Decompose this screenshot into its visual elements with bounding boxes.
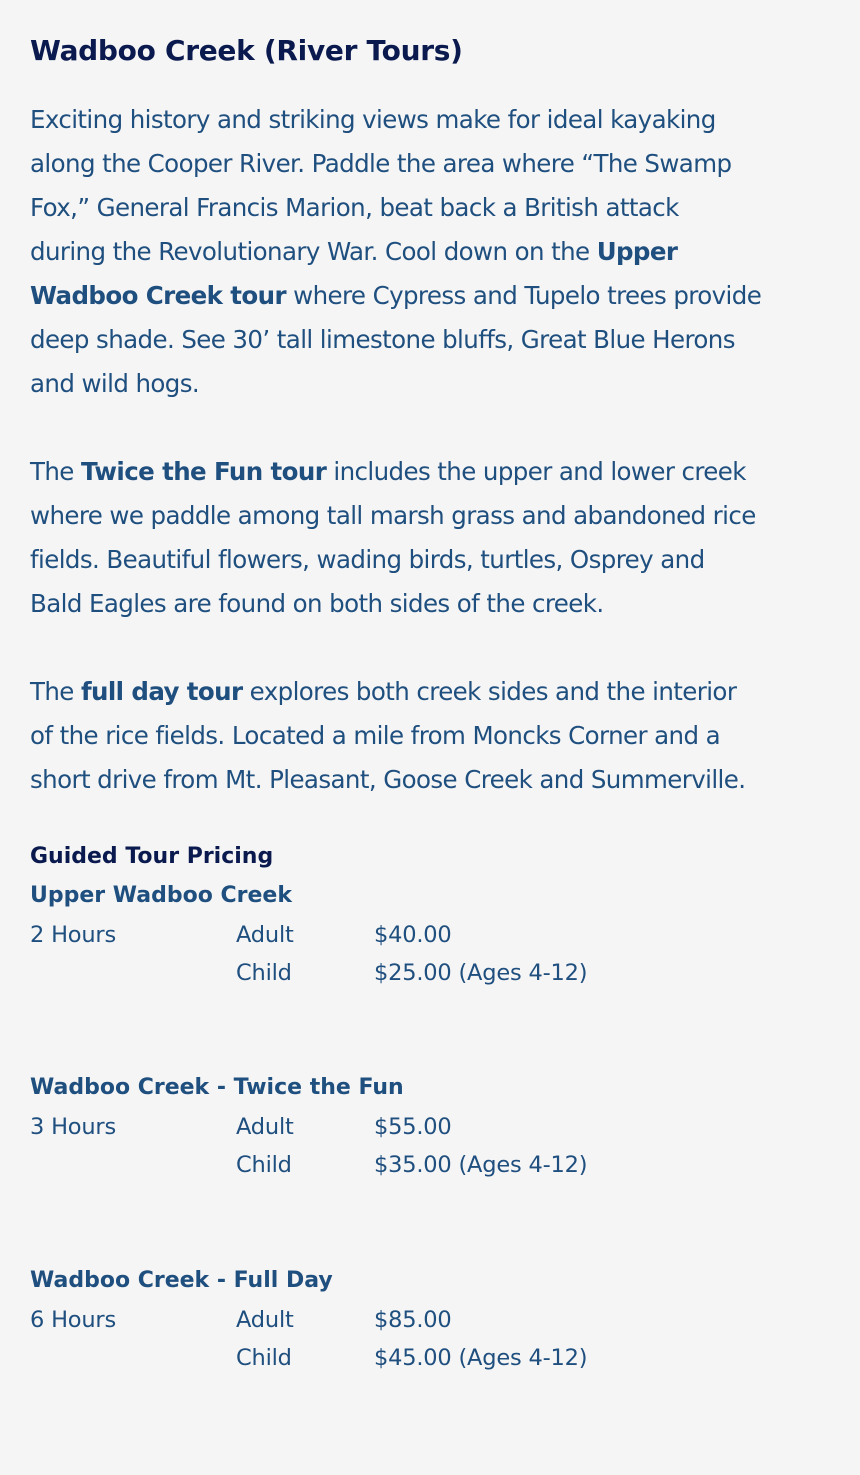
twice-the-fun-paragraph bbox=[30, 450, 840, 626]
paragraph-line bbox=[30, 494, 840, 538]
bold-text: Upper bbox=[596, 237, 678, 266]
adult-price: $85.00 bbox=[374, 1307, 452, 1333]
adult-label: Adult bbox=[236, 1307, 294, 1333]
adult-label: Adult bbox=[236, 922, 294, 948]
text-run: The bbox=[30, 457, 81, 486]
bold-text: Wadboo Creek tour bbox=[30, 281, 286, 310]
text-run: Exciting history and striking views make for ideal kayaking bbox=[30, 105, 716, 134]
child-price: $35.00 (Ages 4-12) bbox=[374, 1152, 588, 1178]
bold-text: Twice the Fun tour bbox=[80, 457, 327, 486]
text-run: deep shade. See 30’ tall limestone bluffs, Great Blue Herons bbox=[30, 325, 735, 354]
text-run: along the Cooper River. Paddle the area where “The Swamp bbox=[30, 149, 732, 178]
adult-price: $55.00 bbox=[374, 1114, 452, 1140]
tour-name: Upper Wadboo Creek bbox=[30, 883, 292, 908]
tour-duration: 2 Hours bbox=[30, 922, 116, 948]
paragraph-line bbox=[30, 98, 840, 142]
text-run: short drive from Mt. Pleasant, Goose Creek and Summerville. bbox=[30, 765, 746, 794]
adult-price: $40.00 bbox=[374, 922, 452, 948]
paragraph-line bbox=[30, 318, 840, 362]
text-run: includes the upper and lower creek bbox=[326, 457, 746, 486]
paragraph-line bbox=[30, 186, 840, 230]
paragraph-line bbox=[30, 142, 840, 186]
paragraph-line bbox=[30, 582, 840, 626]
child-price: $25.00 (Ages 4-12) bbox=[374, 960, 588, 986]
paragraph-line bbox=[30, 538, 840, 582]
full-day-paragraph bbox=[30, 670, 840, 802]
text-run: Bald Eagles are found on both sides of the creek. bbox=[30, 589, 604, 618]
text-run: Fox,” General Francis Marion, beat back a British attack bbox=[30, 193, 679, 222]
tour-duration: 3 Hours bbox=[30, 1114, 116, 1140]
page-title: Wadboo Creek (River Tours) bbox=[30, 34, 463, 67]
text-run: The bbox=[30, 677, 81, 706]
text-run: of the rice fields. Located a mile from Moncks Corner and a bbox=[30, 721, 721, 750]
paragraph-line bbox=[30, 450, 840, 494]
child-label: Child bbox=[236, 960, 292, 986]
paragraph-line bbox=[30, 670, 840, 714]
text-run: explores both creek sides and the interior bbox=[242, 677, 737, 706]
child-label: Child bbox=[236, 1345, 292, 1371]
text-run: during the Revolutionary War. Cool down on the bbox=[30, 237, 597, 266]
intro-paragraph bbox=[30, 98, 840, 406]
tour-name: Wadboo Creek - Twice the Fun bbox=[30, 1075, 404, 1100]
paragraph-line bbox=[30, 758, 840, 802]
paragraph-line bbox=[30, 714, 840, 758]
pricing-heading: Guided Tour Pricing bbox=[30, 844, 274, 869]
tour-duration: 6 Hours bbox=[30, 1307, 116, 1333]
text-run: fields. Beautiful flowers, wading birds, turtles, Osprey and bbox=[30, 545, 705, 574]
child-price: $45.00 (Ages 4-12) bbox=[374, 1345, 588, 1371]
tour-name: Wadboo Creek - Full Day bbox=[30, 1268, 333, 1293]
bold-text: full day tour bbox=[80, 677, 243, 706]
paragraph-line bbox=[30, 230, 840, 274]
adult-label: Adult bbox=[236, 1114, 294, 1140]
text-run: where Cypress and Tupelo trees provide bbox=[285, 281, 762, 310]
text-run: where we paddle among tall marsh grass and abandoned rice bbox=[30, 501, 756, 530]
paragraph-line bbox=[30, 274, 840, 318]
paragraph-line bbox=[30, 362, 840, 406]
text-run: and wild hogs. bbox=[30, 369, 200, 398]
child-label: Child bbox=[236, 1152, 292, 1178]
